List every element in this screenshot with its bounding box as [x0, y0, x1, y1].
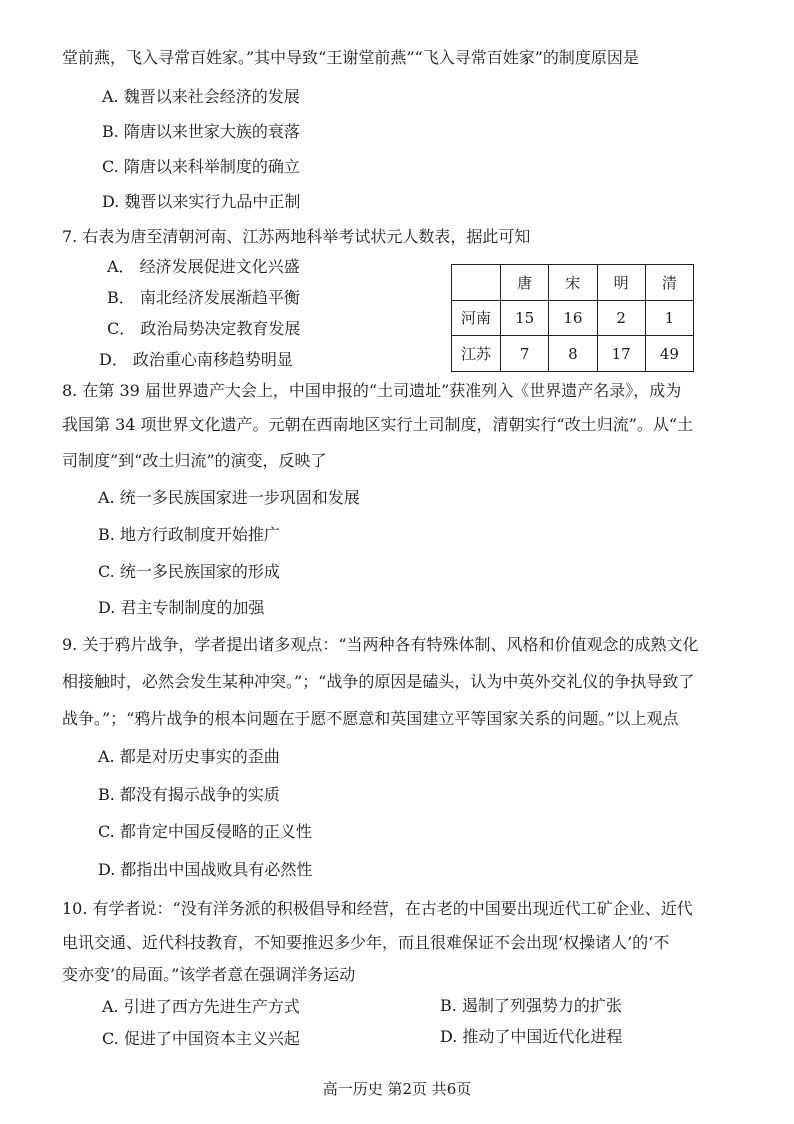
- q6-option-d: D. 魏晋以来实行九品中正制: [102, 192, 301, 211]
- table-header-tang: 唐: [501, 265, 549, 301]
- q10-stem-line-2: 电讯交通、近代科技教育，不知要推迟多少年，而且很难保证不会出现‘权操诸人’的‘不: [62, 933, 670, 952]
- q10-option-b: B. 遏制了列强势力的扩张: [440, 996, 622, 1015]
- q10-option-d: D. 推动了中国近代化进程: [440, 1027, 623, 1046]
- table-cell: 49: [645, 336, 693, 372]
- table-row: [452, 336, 694, 372]
- table-header-song: 宋: [549, 265, 597, 301]
- q6-option-b: B. 隋唐以来世家大族的衰落: [102, 122, 300, 141]
- table-cell: 8: [549, 336, 597, 372]
- q9-stem-line-3: 战争。”；“鸦片战争的根本问题在于愿不愿意和英国建立平等国家关系的问题。”以上观点: [62, 709, 679, 728]
- q9-option-a: A. 都是对历史事实的歪曲: [98, 747, 280, 766]
- q10-stem-line-3: 变亦变’的局面。”该学者意在强调洋务运动: [62, 965, 356, 984]
- q6-option-a: A. 魏晋以来社会经济的发展: [102, 87, 300, 106]
- table-cell: 16: [549, 300, 597, 336]
- table-cell: 2: [597, 300, 645, 336]
- q7-stem: 7. 右表为唐至清朝河南、江苏两地科举考试状元人数表，据此可知: [62, 227, 531, 246]
- q7-option-b: B． 南北经济发展渐趋平衡: [107, 288, 300, 307]
- q6-stem-tail: 堂前燕，飞入寻常百姓家。”其中导致“王谢堂前燕”“飞入寻常百姓家”的制度原因是: [62, 48, 639, 67]
- page-footer: 高一历史 第2页 共6页: [322, 1080, 472, 1098]
- q8-option-a: A. 统一多民族国家进一步巩固和发展: [98, 488, 360, 507]
- q10-option-c: C. 促进了中国资本主义兴起: [102, 1029, 300, 1048]
- table-row: [452, 300, 694, 336]
- table-header-ming: 明: [597, 265, 645, 301]
- q8-option-b: B. 地方行政制度开始推广: [98, 525, 280, 544]
- q9-stem-line-1: 9. 关于鸦片战争，学者提出诸多观点：“当两种各有特殊体制、风格和价值观念的成熟文化: [62, 635, 699, 654]
- table-cell: 7: [501, 336, 549, 372]
- q9-option-d: D. 都指出中国战败具有必然性: [98, 860, 313, 879]
- q8-option-c: C. 统一多民族国家的形成: [98, 562, 280, 581]
- table-header-qing: 清: [645, 265, 693, 301]
- q8-stem-line-2: 我国第 34 项世界文化遗产。元朝在西南地区实行土司制度，清朝实行“改土归流”。从“土: [62, 415, 694, 434]
- q7-option-c: C． 政治局势决定教育发展: [107, 319, 301, 338]
- q8-stem-line-1: 8. 在第 39 届世界遗产大会上，中国申报的“土司遗址”获准列入《世界遗产名录》，成为: [62, 381, 682, 400]
- q7-option-d: D． 政治重心南移趋势明显: [99, 350, 293, 369]
- q6-option-c: C. 隋唐以来科举制度的确立: [102, 157, 300, 176]
- table-header-row: [452, 265, 694, 301]
- table-cell: 17: [597, 336, 645, 372]
- table-row-label: 江苏: [452, 336, 501, 372]
- q9-stem-line-2: 相接触时，必然会发生某种冲突。”；“战争的原因是磕头，认为中英外交礼仪的争执导致了: [62, 672, 695, 691]
- q7-option-a: A． 经济发展促进文化兴盛: [107, 257, 300, 276]
- q8-option-d: D. 君主专制制度的加强: [98, 598, 265, 617]
- q9-option-c: C. 都肯定中国反侵略的正义性: [98, 822, 312, 841]
- q9-option-b: B. 都没有揭示战争的实质: [98, 785, 280, 804]
- q7-data-table: [451, 264, 694, 372]
- q10-option-a: A. 引进了西方先进生产方式: [102, 997, 300, 1016]
- table-corner-cell: [452, 265, 501, 301]
- q10-stem-line-1: 10. 有学者说：“没有洋务派的积极倡导和经营，在古老的中国要出现近代工矿企业、近代: [62, 899, 693, 918]
- table-cell: 1: [645, 300, 693, 336]
- table-cell: 15: [501, 300, 549, 336]
- q8-stem-line-3: 司制度”到“改土归流”的演变，反映了: [62, 451, 327, 470]
- table-row-label: 河南: [452, 300, 501, 336]
